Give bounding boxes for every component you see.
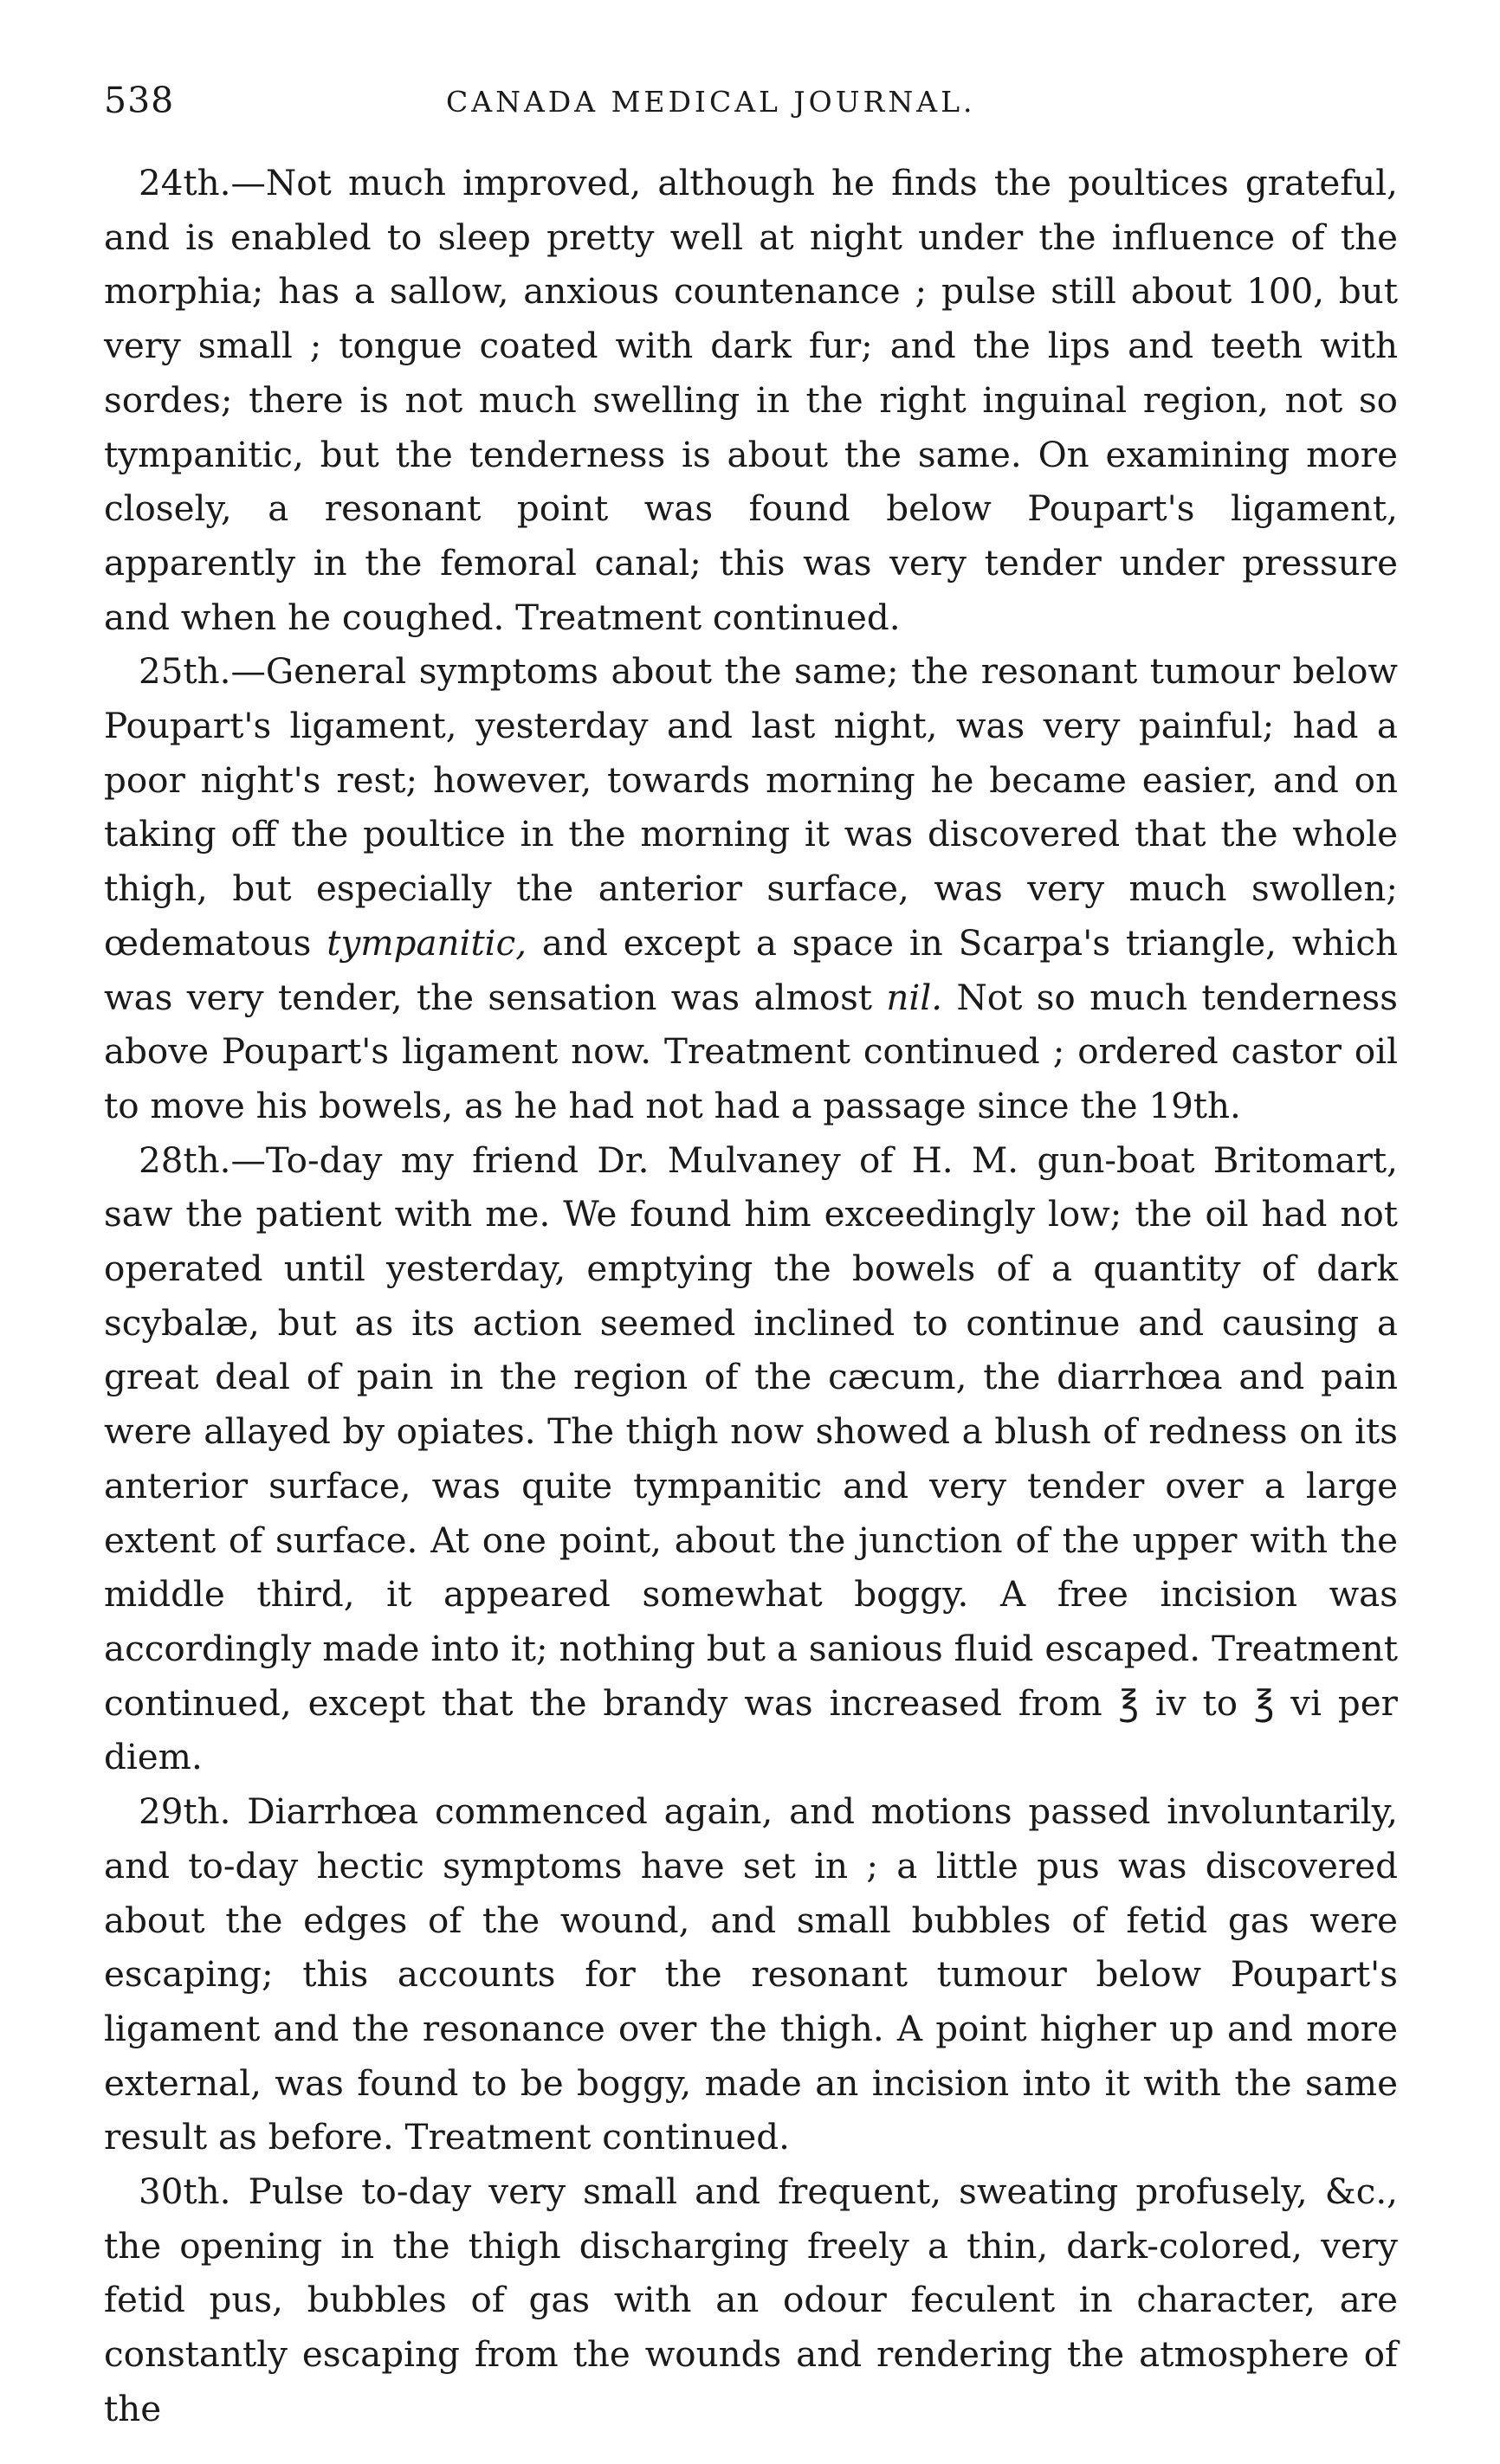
entry-28th <box>104 1133 1398 1784</box>
italic-term: tympanitic, <box>327 921 527 964</box>
entry-24th <box>104 156 1398 644</box>
page-number: 538 <box>104 80 175 121</box>
entry-date: 30th. <box>139 2171 231 2213</box>
entry-text: Diarrhœa commenced again, and motions passed involuntarily, and to-day hectic symptoms have set in ; a little pus was discovered about the edges of the wound, and small bubbles of fetid gas were escaping; this accounts for the resonant tumour below Poupart's ligament and the resonance over the thigh. A point higher up and more external, was found to be boggy, made an incision into it with the same result as before. Treatment continued. <box>104 1790 1398 2158</box>
entry-text: Not so much tenderness above Poupart's ligament now. Treatment continued ; ordered castor oil to move his bowels, as he had not had a passage since the 19th. <box>104 976 1398 1126</box>
entry-text: —General symptoms about the same; the resonant tumour below Poupart's ligament, yesterday and last night, was very painful; had a poor night's rest; however, towards morning he became easier, and on taking off the poultice in the morning it was discovered that the whole thigh, but especially the anterior surface, was very much swollen; œdematous <box>104 650 1398 964</box>
running-head: CANADA MEDICAL JOURNAL. <box>446 85 976 119</box>
entry-29th <box>104 1784 1398 2164</box>
entry-text: Pulse to-day very small and frequent, sweating profusely, &c., the opening in the thigh discharging freely a thin, dark-colored, very fetid pus, bubbles of gas with an odour feculent in character, are constantly escaping from the wounds and rendering the atmosphere of the <box>104 2171 1398 2429</box>
italic-term: nil. <box>886 976 943 1018</box>
entry-text: —Not much improved, although he finds the poultices grateful, and is enabled to sleep pretty well at night under the influence of the morphia; has a sallow, anxious countenance ; pulse still about 100, but very small ; tongue coated with dark fur; and the lips and teeth with sordes; there is not much swelling in the right inguinal region, not so tympanitic, but the tenderness is about the same. On examining more closely, a resonant point was found below Poupart's ligament, apparently in the femoral canal; this was very tender under pressure and when he coughed. Treatment continued. <box>104 162 1398 638</box>
entry-text: —To-day my friend Dr. Mulvaney of H. M. gun-boat Britomart, saw the patient with me. We found him exceedingly low; the oil had not operated until yesterday, emptying the bowels of a quantity of dark scybalæ, but as its action seemed inclined to continue and causing a great deal of pain in the region of the cæcum, the diarrhœa and pain were allayed by opiates. The thigh now showed a blush of redness on its anterior surface, was quite tympanitic and very tender over a large extent of surface. At one point, about the junction of the upper with the middle third, it appeared somewhat boggy. A free incision was accordingly made into it; nothing but a sanious fluid escaped. Treatment continued, except that the brandy was increased from ℥ iv to ℥ vi per diem. <box>104 1138 1398 1778</box>
entry-25th <box>104 644 1398 1132</box>
entry-30th <box>104 2164 1398 2436</box>
case-report-text <box>104 156 1398 2436</box>
entry-date: 25th. <box>139 650 231 693</box>
page-header <box>104 80 1403 132</box>
entry-date: 24th. <box>139 162 231 203</box>
entry-text: and except a space in Scarpa's triangle, which was very tender, the sensation was almost <box>104 921 1398 1018</box>
entry-date: 28th. <box>139 1138 231 1181</box>
entry-date: 29th. <box>139 1790 231 1833</box>
